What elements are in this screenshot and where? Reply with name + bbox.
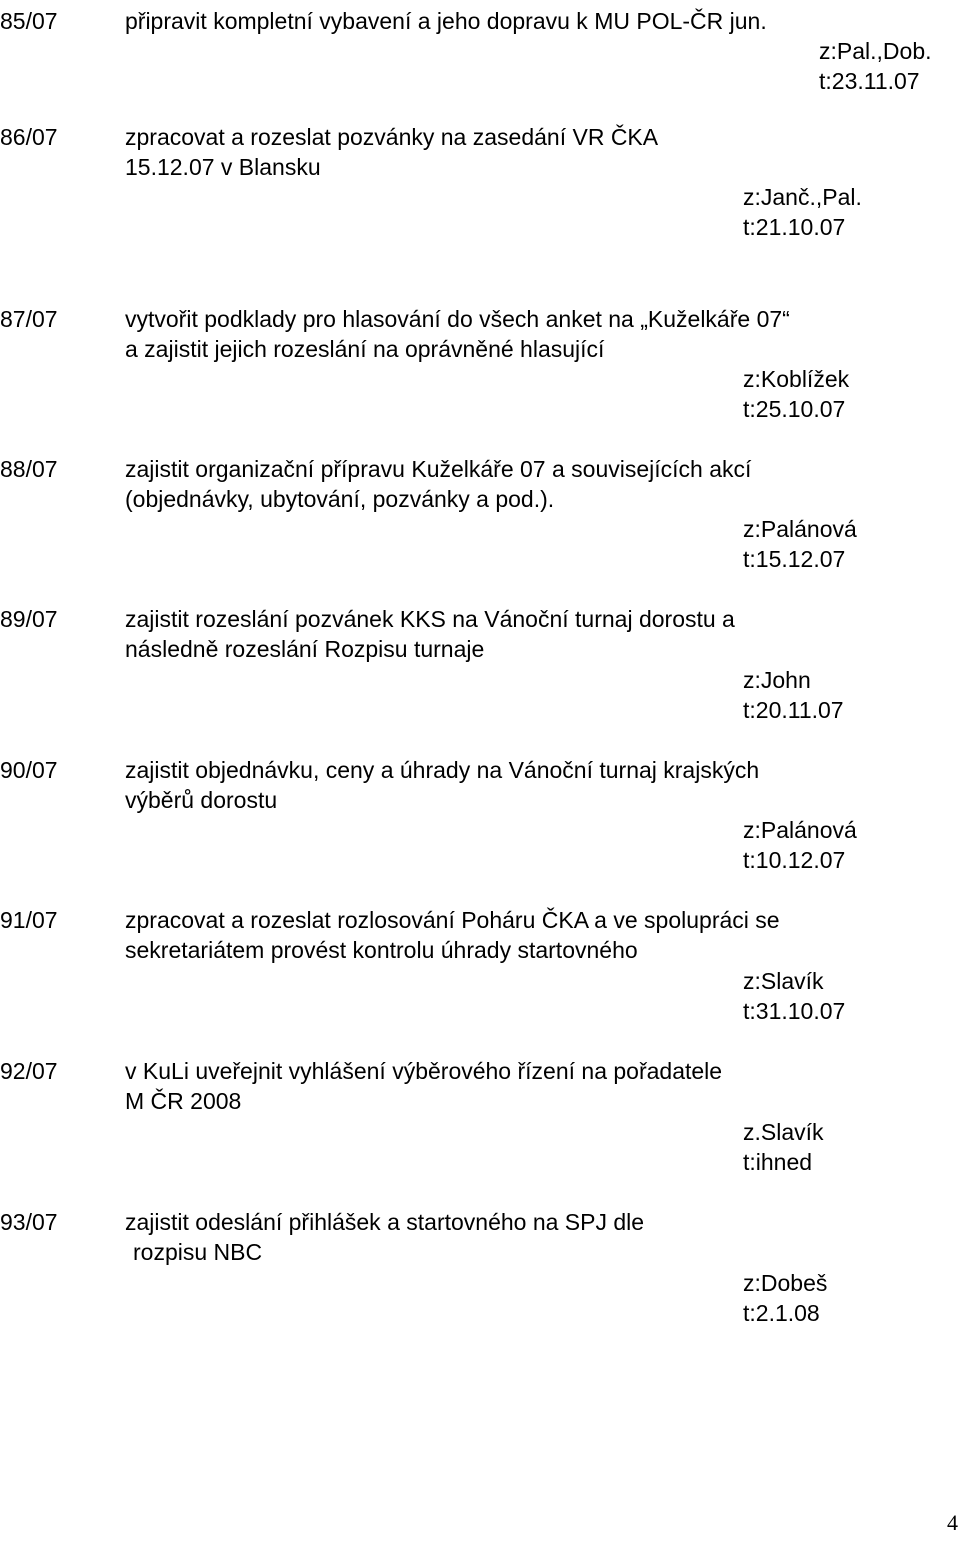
item-responsible: z:Koblížek <box>743 366 850 392</box>
page-number: 4 <box>947 1510 958 1535</box>
item-responsible: z:Palánová <box>743 817 857 843</box>
item-number: 89/07 <box>0 606 58 632</box>
item-number: 90/07 <box>0 757 58 783</box>
item-text-line: rozpisu NBC <box>133 1239 263 1265</box>
item-text-line: 15.12.07 v Blansku <box>125 154 321 180</box>
item-text-line: zpracovat a rozeslat pozvánky na zasedání VR ČKA <box>125 124 659 150</box>
item-number: 87/07 <box>0 306 58 332</box>
item-number: 92/07 <box>0 1058 58 1084</box>
item-text-line: vytvořit podklady pro hlasování do všech anket na „Kuželkáře 07“ <box>125 306 790 332</box>
item-deadline: t:2.1.08 <box>743 1300 820 1326</box>
item-responsible: z:Palánová <box>743 516 857 542</box>
item-text-line: M ČR 2008 <box>125 1088 242 1114</box>
item-responsible: z.Slavík <box>743 1119 824 1145</box>
item-deadline: t:25.10.07 <box>743 396 846 422</box>
item-text-line: zajistit odeslání přihlášek a startovného na SPJ dle <box>125 1209 645 1235</box>
item-deadline: t:15.12.07 <box>743 546 846 572</box>
item-text-line: (objednávky, ubytování, pozvánky a pod.). <box>125 486 555 512</box>
item-deadline: t:31.10.07 <box>743 998 846 1024</box>
item-number: 86/07 <box>0 124 58 150</box>
item-text-line: zpracovat a rozeslat rozlosování Poháru ČKA a ve spolupráci se <box>125 907 780 933</box>
item-number: 93/07 <box>0 1209 58 1235</box>
item-deadline: t:ihned <box>743 1149 813 1175</box>
item-number: 88/07 <box>0 456 58 482</box>
item-text-line: zajistit objednávku, ceny a úhrady na Vánoční turnaj krajských <box>125 757 760 783</box>
item-deadline: t:20.11.07 <box>743 697 844 723</box>
item-text-line: následně rozeslání Rozpisu turnaje <box>125 636 485 662</box>
item-text-line: připravit kompletní vybavení a jeho dopravu k MU POL-ČR jun. <box>125 8 767 34</box>
item-text-line: výběrů dorostu <box>125 787 278 813</box>
item-text-line: zajistit rozeslání pozvánek KKS na Vánoční turnaj dorostu a <box>125 606 735 632</box>
item-number: 85/07 <box>0 8 58 34</box>
item-responsible: z:John <box>743 667 811 693</box>
item-text-line: a zajistit jejich rozeslání na oprávněné hlasující <box>125 336 605 362</box>
item-responsible: z:Dobeš <box>743 1270 828 1296</box>
item-text-line: v KuLi uveřejnit vyhlášení výběrového řízení na pořadatele <box>125 1058 723 1084</box>
item-responsible: z:Janč.,Pal. <box>743 184 862 210</box>
item-responsible: z:Pal.,Dob. <box>819 38 932 64</box>
item-text-line: zajistit organizační přípravu Kuželkáře 07 a souvisejících akcí <box>125 456 752 482</box>
item-text-line: sekretariátem provést kontrolu úhrady startovného <box>125 937 638 963</box>
item-number: 91/07 <box>0 907 58 933</box>
item-deadline: t:10.12.07 <box>743 847 846 873</box>
item-responsible: z:Slavík <box>743 968 824 994</box>
item-deadline: t:21.10.07 <box>743 214 846 240</box>
item-deadline: t:23.11.07 <box>819 68 920 94</box>
